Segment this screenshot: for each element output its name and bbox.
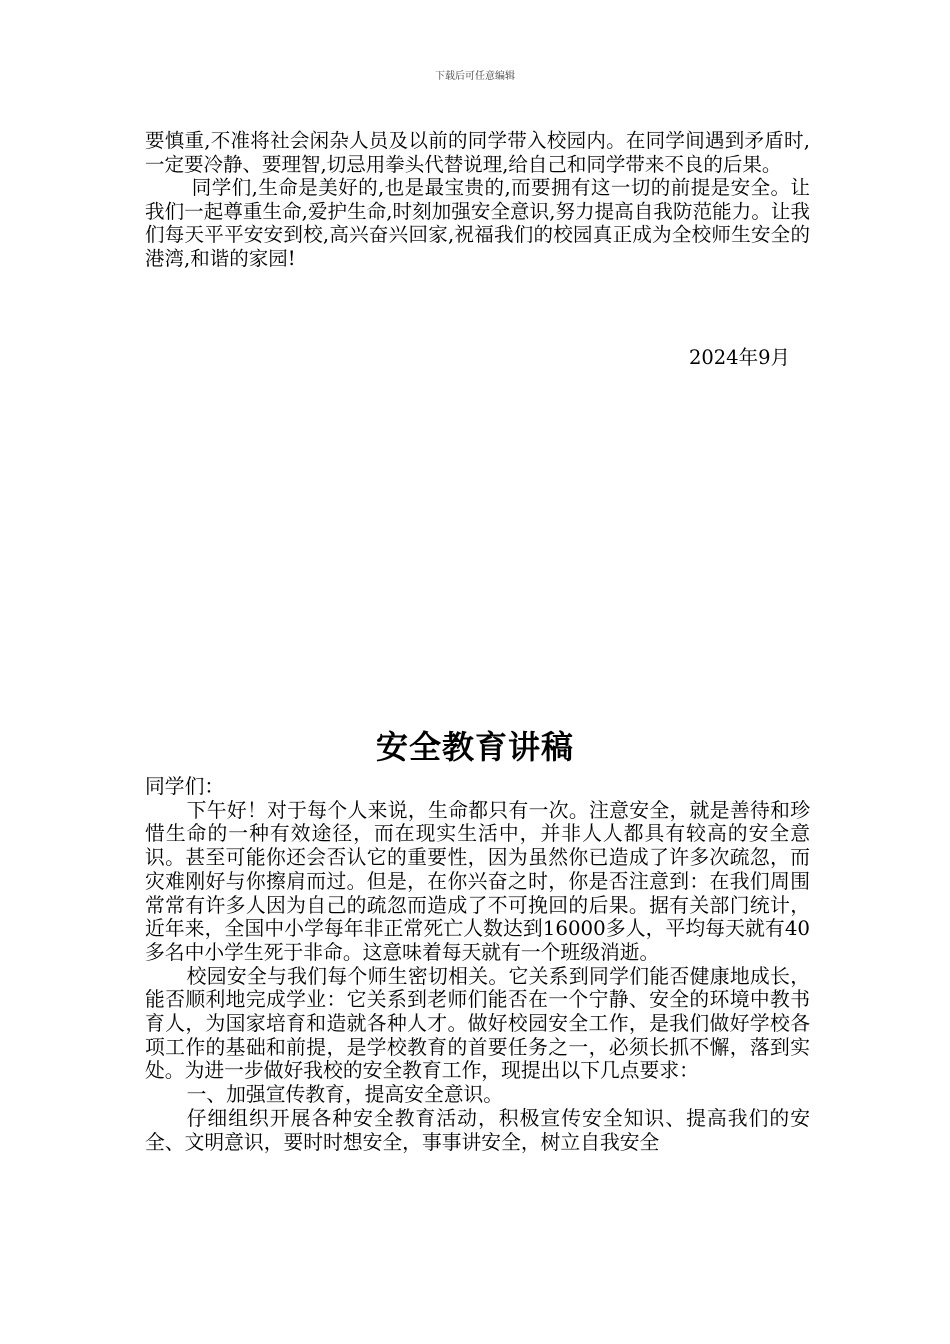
paragraph: 要慎重,不准将社会闲杂人员及以前的同学带入校园内。在同学间遇到矛盾时,一定要冷静、要理智,切忌用拳头代替说理,给自己和同学带来不良的后果。 [145, 129, 810, 176]
paragraph: 校园安全与我们每个师生密切相关。它关系到同学们能否健康地成长，能否顺利地完成学业：它关系到老师们能否在一个宁静、安全的环境中教书育人，为国家培育和造就各种人才。做好校园安全工作，是我们做好学校各项工作的基础和前提，是学校教育的首要任务之一，必须长抓不懈，落到实处。为进一步做好我校的安全教育工作，现提出以下几点要求： [145, 964, 810, 1083]
date-line: 2024年9月 [688, 346, 790, 369]
speech-continuation [145, 129, 810, 271]
paragraph: 仔细组织开展各种安全教育活动，积极宣传安全知识、提高我们的安全、文明意识，要时时想安全，事事讲安全，树立自我安全 [145, 1106, 810, 1154]
document-title: 安全教育讲稿 [375, 728, 574, 766]
paragraph: 同学们,生命是美好的,也是最宝贵的,而要拥有这一切的前提是安全。让我们一起尊重生命,爱护生命,时刻加强安全意识,努力提高自我防范能力。让我们每天平平安安到校,高兴奋兴回家,祝福我们的校园真正成为全校师生安全的港湾,和谐的家园! [145, 176, 810, 270]
salutation: 同学们： [145, 775, 225, 798]
page-header-note: 下载后可任意编辑 [435, 71, 515, 82]
paragraph: 下午好！对于每个人来说，生命都只有一次。注意安全，就是善待和珍惜生命的一种有效途径，而在现实生活中，并非人人都具有较高的安全意识。甚至可能你还会否认它的重要性，因为虽然你已造成了许多次疏忽，而灾难刚好与你擦肩而过。但是，在你兴奋之时，你是否注意到：在我们周围常常有许多人因为自己的疏忽而造成了不可挽回的后果。据有关部门统计，近年来，全国中小学每年非正常死亡人数达到16000多人，平均每天就有40多名中小学生死于非命。这意味着每天就有一个班级消逝。 [145, 798, 810, 964]
section-heading: 一、加强宣传教育，提高安全意识。 [186, 1083, 504, 1107]
speech-body [145, 775, 810, 1154]
